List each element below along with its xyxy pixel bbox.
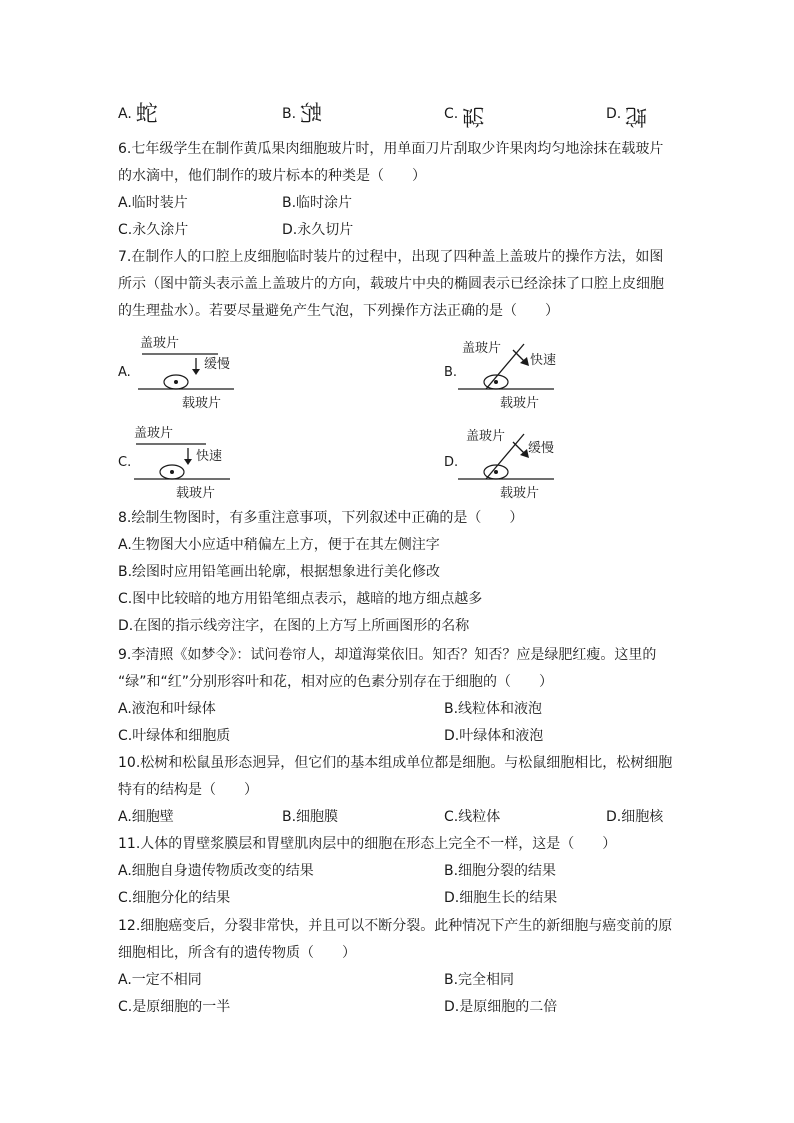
q8-option-c: C.图中比较暗的地方用铅笔细点表示，越暗的地方细点越多	[118, 591, 483, 607]
q7-fig-a-arrow-head	[192, 369, 200, 375]
q7-fig-b-label: B.	[444, 365, 458, 380]
q7-fig-a-sample-dot	[174, 380, 178, 384]
q5-option-c-glyph: 蛇	[462, 103, 485, 128]
q9-stem-line2: “绿”和“红”分别形容叶和花，相对应的色素分别存在于细胞的（ ）	[118, 674, 554, 690]
q5-option-a-glyph: 蛇	[135, 102, 158, 127]
q5-option-b-label: B.	[282, 106, 297, 122]
q7-figure-c	[118, 420, 278, 502]
q8-option-d: D.在图的指示线旁注字，在图的上方写上所画图形的名称	[118, 618, 470, 634]
q7-fig-c-sample-dot	[170, 470, 174, 474]
q7-fig-b-cover-label: 盖玻片	[462, 341, 502, 356]
q5-option-b	[282, 104, 322, 125]
q10-stem-line2: 特有的结构是（ ）	[118, 782, 258, 798]
q7-fig-a-label: A.	[118, 365, 131, 380]
q7-fig-d-arrow-shaft	[513, 442, 524, 453]
q7-fig-d-slide-label: 载玻片	[500, 486, 540, 501]
q7-fig-a-speed-label: 缓慢	[204, 357, 231, 372]
q10-option-a: A.细胞壁	[118, 809, 174, 825]
q6-option-b: B.临时涂片	[282, 195, 353, 211]
q7-fig-c-slide-label: 载玻片	[176, 486, 216, 501]
q5-option-d-label: D.	[606, 106, 622, 122]
q6-stem-line1: 6.七年级学生在制作黄瓜果肉细胞玻片时，用单面刀片刮取少许果肉均匀地涂抹在载玻片	[118, 141, 664, 157]
q7-figure-b	[444, 330, 624, 412]
q11-option-b: B.细胞分裂的结果	[444, 863, 557, 879]
q10-option-b: B.细胞膜	[282, 809, 339, 825]
q7-stem-line3: 的生理盐水）。若要尽量避免产生气泡，下列操作方法正确的是（ ）	[118, 303, 559, 319]
q6-option-c: C.永久涂片	[118, 222, 189, 238]
q7-fig-c-cover-label: 盖玻片	[134, 426, 174, 441]
q8-stem-line1: 8.绘制生物图时，有多重注意事项，下列叙述中正确的是（ ）	[118, 510, 524, 526]
q7-fig-c-label: C.	[118, 455, 132, 470]
q7-fig-d-sample-dot	[494, 470, 498, 474]
q7-fig-a-cover-label: 盖玻片	[140, 336, 180, 351]
q6-option-a: A.临时装片	[118, 195, 188, 211]
q7-fig-c-arrow-head	[184, 459, 192, 465]
q5-option-a	[118, 104, 158, 125]
q9-option-c: C.叶绿体和细胞质	[118, 728, 231, 744]
q7-fig-b-slide-label: 载玻片	[500, 396, 540, 411]
q7-fig-d-cover-label: 盖玻片	[466, 429, 506, 444]
q5-option-d	[606, 103, 648, 128]
q7-fig-d-speed-label: 缓慢	[528, 441, 555, 456]
q5-option-c	[444, 103, 485, 128]
q10-option-d: D.细胞核	[606, 809, 664, 825]
q5-option-b-glyph: 蛇	[300, 102, 323, 127]
q9-option-b: B.线粒体和液泡	[444, 701, 543, 717]
q7-figure-d	[444, 420, 624, 502]
q7-stem-line2: 所示（图中箭头表示盖上盖玻片的方向，载玻片中央的椭圆表示已经涂抹了口腔上皮细胞	[118, 276, 664, 292]
q9-option-a: A.液泡和叶绿体	[118, 701, 216, 717]
q7-stem-line1: 7.在制作人的口腔上皮细胞临时装片的过程中，出现了四种盖上盖玻片的操作方法，如图	[118, 249, 664, 265]
q7-fig-a-slide-label: 载玻片	[182, 396, 222, 411]
q12-option-a: A.一定不相同	[118, 972, 202, 988]
q12-stem-line1: 12.细胞癌变后，分裂非常快，并且可以不断分裂。此种情况下产生的新细胞与癌变前的原	[118, 918, 673, 934]
q9-stem-line1: 9.李清照《如梦令》：试问卷帘人，却道海棠依旧。知否？知否？应是绿肥红瘦。这里的	[118, 647, 657, 663]
q7-fig-c-speed-label: 快速	[196, 449, 223, 464]
q5-option-d-glyph: 蛇	[625, 103, 648, 128]
q11-stem-line1: 11.人体的胃壁浆膜层和胃壁肌肉层中的细胞在形态上完全不一样，这是（ ）	[118, 836, 617, 852]
q11-option-c: C.细胞分化的结果	[118, 890, 231, 906]
q8-option-b: B.绘图时应用铅笔画出轮廓，根据想象进行美化修改	[118, 564, 441, 580]
q7-fig-b-speed-label: 快速	[530, 353, 557, 368]
q12-stem-line2: 细胞相比，所含有的遗传物质（ ）	[118, 945, 356, 961]
q6-stem-line2: 的水滴中，他们制作的玻片标本的种类是（ ）	[118, 168, 426, 184]
q12-option-d: D.是原细胞的二倍	[444, 999, 558, 1015]
q11-option-d: D.细胞生长的结果	[444, 890, 558, 906]
q7-fig-b-sample-dot	[494, 380, 498, 384]
q10-option-c: C.线粒体	[444, 809, 501, 825]
q7-figure-a	[118, 330, 278, 412]
q8-option-a: A.生物图大小应适中稍偏左上方，便于在其左侧注字	[118, 537, 440, 553]
q9-option-d: D.叶绿体和液泡	[444, 728, 544, 744]
q7-fig-d-label: D.	[444, 455, 459, 470]
q12-option-b: B.完全相同	[444, 972, 515, 988]
q12-option-c: C.是原细胞的一半	[118, 999, 231, 1015]
q10-stem-line1: 10.松树和松鼠虽形态迥异，但它们的基本组成单位都是细胞。与松鼠细胞相比，松树细胞	[118, 755, 673, 771]
q5-option-a-label: A.	[118, 106, 132, 122]
q11-option-a: A.细胞自身遗传物质改变的结果	[118, 863, 314, 879]
q6-option-d: D.永久切片	[282, 222, 354, 238]
q5-option-c-label: C.	[444, 106, 459, 122]
